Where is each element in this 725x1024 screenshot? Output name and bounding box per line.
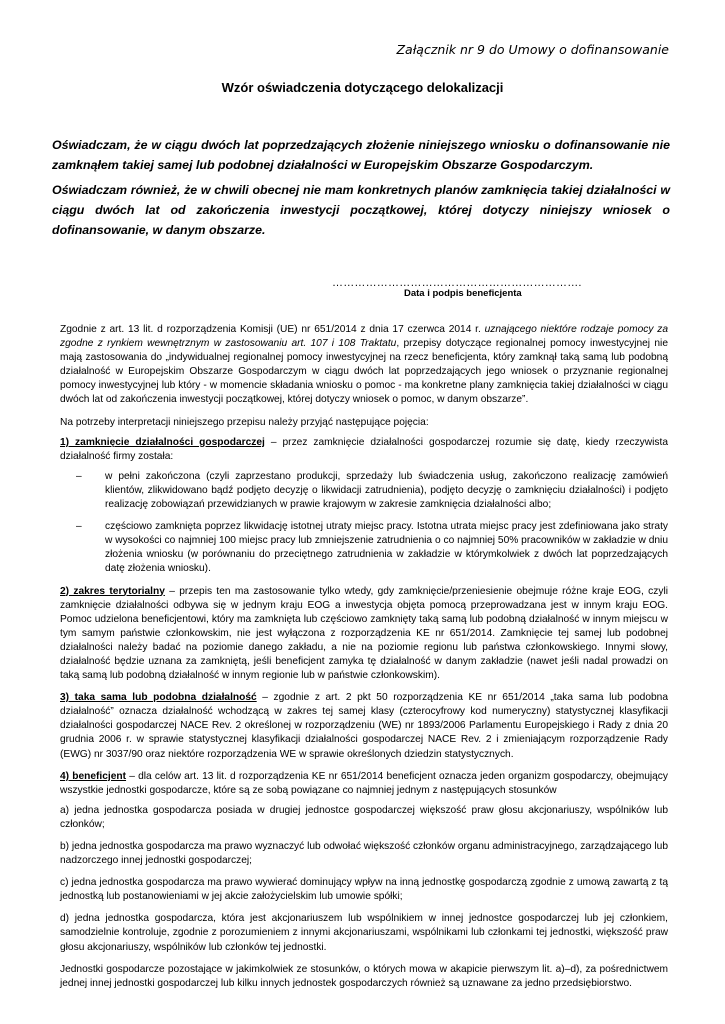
definition-1-text: – przez zamknięcie działalności gospodarczej rozumie się datę, kiedy rzeczywista działalność firmy została: (60, 436, 668, 462)
list-item: b) jedna jednostka gospodarcza ma prawo wyznaczyć lub odwołać większość członków organu administracyjnego, zarządzającego lub nadzorczego innej jednostki gospodarczej; (60, 841, 668, 867)
declaration-1: Oświadczam, że w ciągu dwóch lat poprzedzających złożenie niniejszego wniosku o dofinansowanie nie zamknąłem takiej samej lub podobnej działalności w Europejskim Obszarze Gospodarczym. (52, 138, 670, 172)
dash-marker: – (76, 470, 82, 482)
annex-note: Załącznik nr 9 do Umowy o dofinansowanie (396, 42, 669, 57)
intro-text-2: , przepisy dotyczące regionalnej pomocy inwestycyjnej nie mają zastosowania do „indywidualnej regionalnej pomocy inwestycyjnej na rzecz beneficjenta, który zamknął taką samą lub podobną działalność w Europejskim Obszarze Gospodarczym w ciągu dwóch lat poprzedzających jego wniosek o przyznanie regionalnej pomocy inwestycyjnej lub który - w momencie składania wniosku o pomoc - ma konkretne plany zamknięcia takiej działalności w ciągu dwóch lat od zakończenia inwestycji początkowej, której dotyczy wniosek o pomoc, w danym obszarze”. (60, 338, 668, 406)
definition-4 (60, 770, 668, 798)
list-item: c) jedna jednostka gospodarcza ma prawo wywierać dominujący wpływ na inną jednostkę gospodarczą zgodnie z umową zawartą z tą jednostką lub postanowieniami w jej akcie założycielskim lub umowie spółki; (60, 877, 668, 903)
list-item: a) jedna jednostka gospodarcza posiada w drugiej jednostce gospodarczej większość praw głosu akcjonariuszy, wspólników lub członków; (60, 804, 668, 830)
definition-4-text: – dla celów art. 13 lit. d rozporządzenia KE nr 651/2014 beneficjent oznacza jeden organizm gospodarczy, obejmujący wszystkie jednostki gospodarcze, które są ze sobą powiązane co najmniej jednym z następujących stosunków (60, 770, 668, 796)
signature-label: Data i podpis beneficjenta (404, 288, 522, 299)
closing-paragraph: Jednostki gospodarcze pozostające w jakimkolwiek ze stosunków, o których mowa w akapicie pierwszym lit. a)–d), za pośrednictwem jednej innej jednostki gospodarczej lub kilku innych jednostek gospodarczych również są uznawane za jedno przedsiębiorstwo. (60, 963, 668, 989)
definition-3-term: 3) taka sama lub podobna działalność (60, 692, 257, 704)
signature-line: …………………………………………………………. (332, 277, 582, 289)
document-title: Wzór oświadczenia dotyczącego delokalizacji (221, 80, 504, 95)
definition-2-term: 2) zakres terytorialny (60, 585, 165, 597)
intro-paragraph (60, 323, 668, 408)
definition-4-term: 4) beneficjent (60, 770, 127, 782)
dash-marker: – (76, 521, 82, 533)
definition-2-text: – przepis ten ma zastosowanie tylko wtedy, gdy zamknięcie/przeniesienie obejmuje różne kraje EOG, czyli zamknięcie działalności odbywa się w jednym kraju EOG a inwestycja objęta pomocą przeprowadzana jest w innym kraju EOG. Pomoc udzielona beneficjentowi, który ma zamknięta lub częściowo zamknięty taką samą lub podobną działalność w innym miejscu w tym samym państwie członkowskim, nie jest wyłączona z rozporządzenia KE nr 651/2014. Zamknięcie tej samej lub podobnej działalności należy badać na poziomie danego zakładu, a nie na poziomie regionu lub państwa członkowskiego. Innymi słowy, działalność będzie uznana za zamkniętą, jeśli beneficjent zamyka tę działalność w danym zakładzie (nawet jeśli nadal prowadzi on taką samą lub podobną działalność w innym regionie lub w państwie członkowskim). (60, 585, 668, 682)
explanation-section (60, 323, 668, 999)
definition-1 (60, 436, 668, 464)
definition-2 (60, 585, 668, 684)
definition-3-text: – zgodnie z art. 2 pkt 50 rozporządzenia KE nr 651/2014 „taka sama lub podobna działalność” oznacza działalność wchodzącą w zakres tej samej klasy (czterocyfrowy kod numeryczny) statystycznej klasyfikacji działalności gospodarczej NACE Rev. 2 określonej w rozporządzeniu (WE) nr 1893/2006 Parlamentu Europejskiego i Rady z dnia 20 grudnia 2006 r. w sprawie statystycznej klasyfikacji działalności gospodarczej NACE Rev. 2 i zmieniającym rozporządzenie Rady (EWG) nr 3037/90 oraz niektóre rozporządzenia WE w sprawie określonych dziedzin statystycznych. (60, 692, 668, 760)
definitions-lead: Na potrzeby interpretacji niniejszego przepisu należy przyjąć następujące pojęcia: (60, 416, 429, 428)
intro-regulation-title: uznającego niektóre rodzaje pomocy za zgodne z rynkiem wewnętrznym w zastosowaniu art. 107 i 108 Traktatu (60, 324, 668, 350)
intro-text-1: Zgodnie z art. 13 lit. d rozporządzenia Komisji (UE) nr 651/2014 z dnia 17 czerwca 2014 r. (60, 324, 485, 335)
list-item-text: w pełni zakończona (czyli zaprzestano produkcji, sprzedaży lub świadczenia usług, zakończono realizację zamówień klientów, zlikwidowano bądź podjęto decyzję o likwidacji zatrudnienia), podjęto decyzję o zamknięciu działalności) i podjęto realizację zobowiązań przewidzianych w prawie krajowym w zakresie zamknięcia działalności albo; (105, 470, 668, 511)
declaration-2: Oświadczam również, że w chwili obecnej nie mam konkretnych planów zamknięcia takiej działalności w ciągu dwóch lat od zakończenia inwestycji początkowej, której dotyczy niniejszy wniosek o dofinansowanie, w danym obszarze. (52, 183, 670, 237)
definition-1-term: 1) zamknięcie działalności gospodarczej (60, 436, 265, 448)
list-item (76, 520, 668, 576)
list-item: d) jedna jednostka gospodarcza, która jest akcjonariuszem lub wspólnikiem w innej jednostce gospodarczej lub jej członkiem, samodzielnie kontroluje, zgodnie z porozumieniem z innymi akcjonariuszami, wspólnikami lub członkami tej jednostki, większość praw głosu akcjonariuszy, wspólników lub członków tej jednostki. (60, 913, 668, 953)
definition-3 (60, 691, 668, 761)
list-item-text: częściowo zamknięta poprzez likwidację istotnej utraty miejsc pracy. Istotna utrata miejsc pracy jest zdefiniowana jako straty w wysokości co najmniej 100 miejsc pracy lub zmniejszenie zatrudnienia o co najmniej 50% pracowników w zakładzie w dniu złożenia wniosku (w porównaniu do przeciętnego zatrudnienia w zakładzie w którymkolwiek z dwóch lat poprzedzających datę złożenia wniosku). (105, 521, 668, 575)
list-item (76, 470, 668, 512)
